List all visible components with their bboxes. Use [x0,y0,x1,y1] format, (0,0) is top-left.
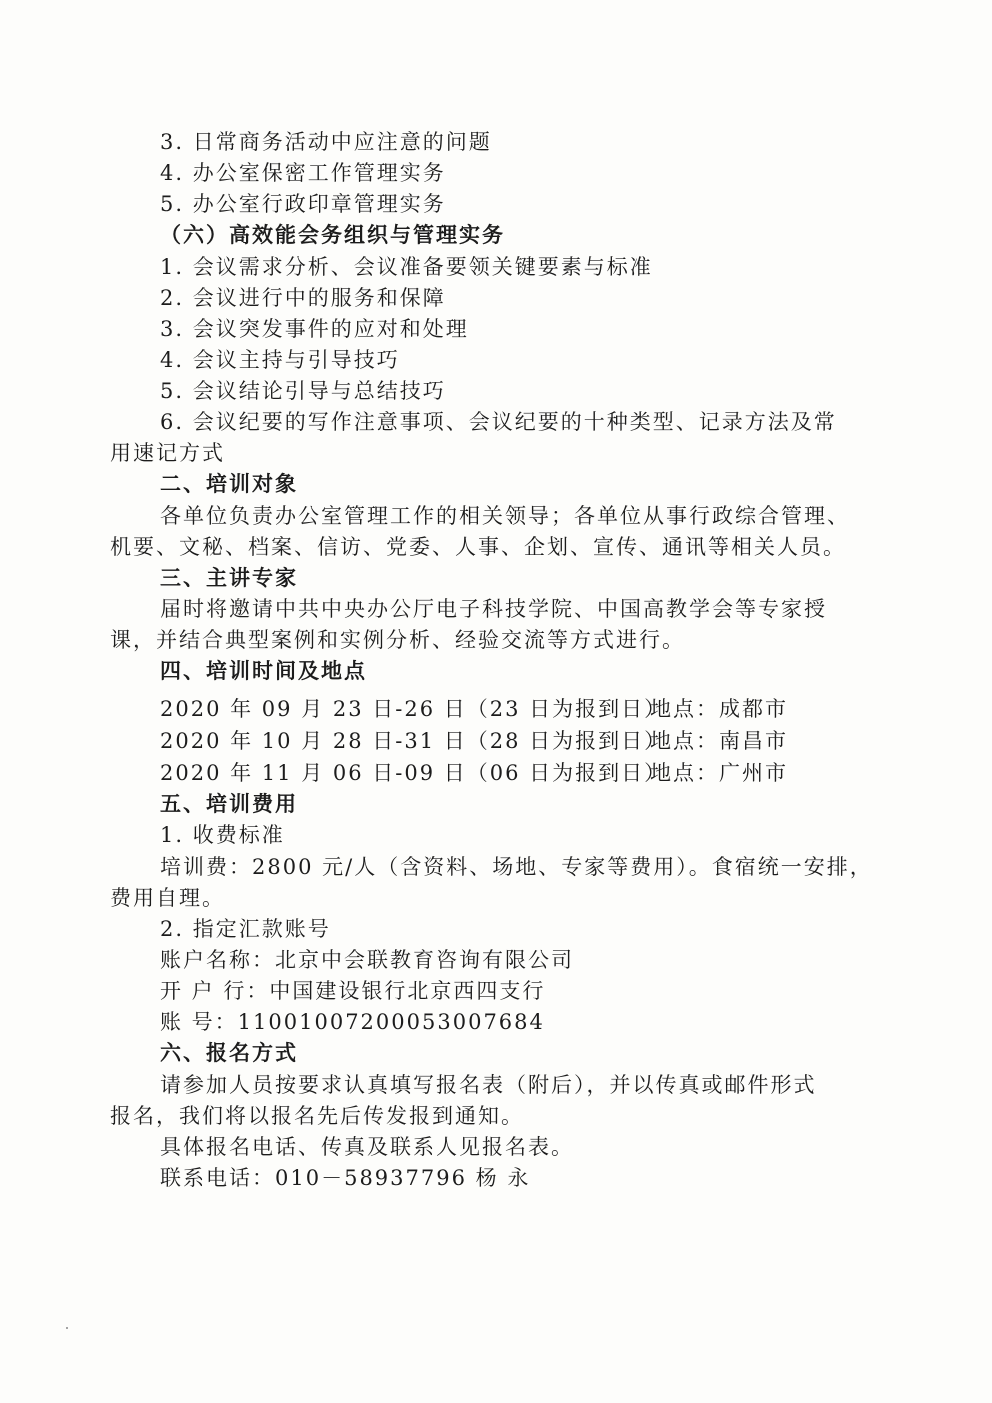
experts-para-line-2: 课，并结合典型案例和实例分析、经验交流等方式进行。 [110,628,685,652]
fee-standard-label: 1. 收费标准 [160,823,285,847]
signup-contact-info: 具体报名电话、传真及联系人见报名表。 [160,1135,574,1159]
account-bank: 开 户 行：中国建设银行北京西四支行 [160,979,546,1003]
schedule-date: 2020 年 09 月 23 日-26 日（23 日为报到日） [160,697,668,721]
scan-speck [66,1327,68,1329]
target-para-line-2: 机要、文秘、档案、信访、党委、人事、企划、宣传、通讯等相关人员。 [110,535,846,559]
section-five-heading: 五、培训费用 [160,791,298,816]
meeting-item-1: 1. 会议需求分析、会议准备要领关键要素与标准 [160,255,653,279]
section-four-heading: 四、培训时间及地点 [160,658,367,683]
fee-para-line-1: 培训费：2800 元/人（含资料、场地、专家等费用）。食宿统一安排， [160,855,873,879]
account-label: 2. 指定汇款账号 [160,917,331,941]
schedule-row [160,727,940,755]
section-six-meeting-heading: （六）高效能会务组织与管理实务 [160,222,505,247]
item-5-seal-management: 5. 办公室行政印章管理实务 [160,192,446,216]
meeting-item-6: 6. 会议纪要的写作注意事项、会议纪要的十种类型、记录方法及常 [160,410,837,434]
meeting-item-2: 2. 会议进行中的服务和保障 [160,286,446,310]
signup-para-line-2: 报名，我们将以报名先后传发报到通知。 [110,1104,524,1128]
section-three-heading: 三、主讲专家 [160,565,298,590]
item-3-business-issues: 3. 日常商务活动中应注意的问题 [160,130,492,154]
signup-para-line-1: 请参加人员按要求认真填写报名表（附后），并以传真或邮件形式 [160,1073,817,1097]
schedule-row [160,759,940,787]
section-two-heading: 二、培训对象 [160,471,298,496]
fee-para-line-2: 费用自理。 [110,886,225,910]
experts-para-line-1: 届时将邀请中共中央办公厅电子科技学院、中国高教学会等专家授 [160,597,827,621]
schedule-date: 2020 年 10 月 28 日-31 日（28 日为报到日） [160,729,668,753]
meeting-item-4: 4. 会议主持与引导技巧 [160,348,400,372]
schedule-place: 地点：广州市 [650,761,788,785]
meeting-item-5: 5. 会议结论引导与总结技巧 [160,379,446,403]
meeting-item-3: 3. 会议突发事件的应对和处理 [160,317,469,341]
item-4-confidentiality: 4. 办公室保密工作管理实务 [160,161,446,185]
target-para-line-1: 各单位负责办公室管理工作的相关领导；各单位从事行政综合管理、 [160,504,850,528]
schedule-place: 地点：南昌市 [650,729,788,753]
meeting-item-6-cont: 用速记方式 [110,441,225,465]
section-six-heading: 六、报名方式 [160,1040,298,1065]
account-number: 账 号：11001007200053007684 [160,1010,545,1034]
schedule-row [160,695,940,723]
contact-phone: 联系电话：010－58937796 杨 永 [160,1166,531,1190]
schedule-place: 地点：成都市 [650,697,788,721]
schedule-date: 2020 年 11 月 06 日-09 日（06 日为报到日） [160,761,668,785]
account-name: 账户名称：北京中会联教育咨询有限公司 [160,948,574,972]
